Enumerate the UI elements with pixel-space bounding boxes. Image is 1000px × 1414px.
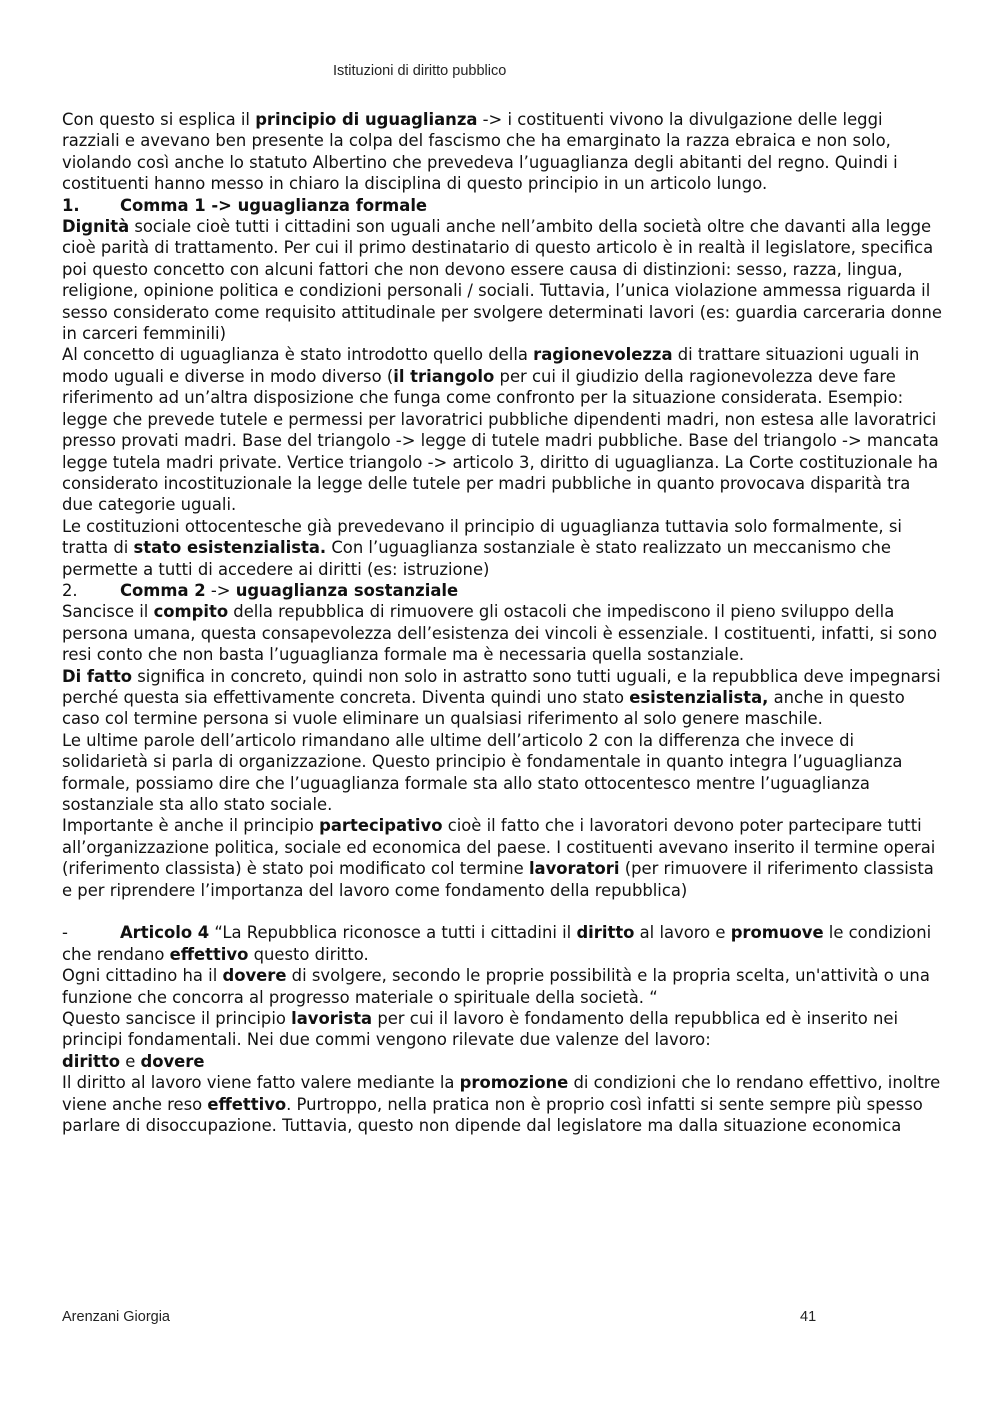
text: al lavoro e — [634, 923, 731, 943]
page-header: Istituzioni di diritto pubblico — [333, 63, 507, 79]
bold-text: promozione — [459, 1073, 569, 1093]
paragraph-dovere — [62, 965, 942, 1008]
paragraph-ragionevolezza — [62, 344, 942, 515]
text: Con questo si esplica il — [62, 110, 256, 129]
text: per cui il giudizio della ragionevolezza deve fare riferimento ad un’altra disposizione che funga come confronto per la situazione considerata. Esempio: legge che prevede tutele e permessi per lavoratrici pubbliche dipendenti madri, non estesa alle lavoratrici presso provati madri. Base del triangolo -> legge di tutele madri pubbliche. Base del triangolo -> mancata legge tutela madri private. Vertice triangolo -> articolo 3, diritto di uguaglianza. La Corte costituzionale ha considerato incostituzionale la legge delle tutele per madri pubbliche in quanto provocava disparità tra due categorie uguali. — [62, 366, 939, 515]
bold-text: effettivo — [207, 1094, 287, 1114]
text: anche in questo caso col termine persona si vuole eliminare un qualsiasi riferimento al solo genere maschile. — [62, 687, 905, 729]
text: Il diritto al lavoro viene fatto valere mediante la — [62, 1073, 460, 1093]
text: cioè il fatto che i lavoratori devono poter partecipare tutti all’organizzazione politica, sociale ed economica del paese. I costituenti avevano inserito il termine operai (riferimento classista) è stato poi modificato col termine — [62, 816, 936, 879]
bold-text: principio di uguaglianza — [255, 110, 478, 129]
bold-text: diritto — [576, 923, 635, 943]
bold-text: Articolo 4 — [120, 923, 210, 943]
text: e — [119, 1051, 141, 1071]
paragraph-uguaglianza-intro — [62, 109, 942, 195]
bold-text: Di fatto — [62, 666, 133, 686]
paragraph-promozione — [62, 1072, 942, 1136]
paragraph-di-fatto — [62, 666, 942, 730]
document-body — [62, 109, 942, 1136]
heading-comma-2 — [62, 580, 942, 601]
bold-text: il triangolo — [393, 366, 495, 386]
bold-text: partecipativo — [319, 816, 443, 836]
text: di trattare situazioni uguali in modo uguali e diverse in modo diverso ( — [62, 345, 920, 386]
bold-text: dovere — [222, 966, 287, 986]
paragraph-dignita — [62, 216, 942, 344]
heading-comma-1 — [62, 195, 942, 216]
text: Al concetto di uguaglianza è stato introdotto quello della — [62, 345, 534, 365]
paragraph-lavorista — [62, 1008, 942, 1051]
text: per cui il lavoro è fondamento della repubblica ed è inserito nei principi fondamentali. Nei due commi vengono rilevate due valenze del lavoro: — [62, 1009, 899, 1050]
text: questo diritto. — [248, 944, 369, 964]
text: . Purtroppo, nella pratica non è proprio così infatti si sente sempre più spesso parlare di disoccupazione. Tuttavia, questo non dipende dal legislatore ma dalla situazione economica — [62, 1094, 923, 1136]
heading-title: Comma 1 -> uguaglianza formale — [120, 195, 428, 215]
footer-author: Arenzani Giorgia — [62, 1309, 170, 1325]
bold-text: diritto — [62, 1051, 120, 1071]
bold-text: stato esistenzialista. — [133, 538, 327, 558]
bold-text: dovere — [140, 1051, 205, 1071]
list-number: 1. — [62, 195, 80, 215]
bold-text: promuove — [730, 923, 824, 943]
text: (per rimuovere il riferimento classista e per riprendere l’importanza del lavoro come fondamento della repubblica) — [62, 859, 934, 900]
text: sociale cioè tutti i cittadini son uguali anche nell’ambito della società oltre che davanti alla legge cioè parità di trattamento. Per cui il primo destinatario di questo articolo è in realtà il legislatore, specifica poi questo concetto con alcuni fattori che non devono essere causa di distinzioni: sesso, razza, lingua, religione, opinione politica e condizioni personali / sociali. Tuttavia, l’unica violazione ammessa riguarda il sesso considerato come requisito attitudinale per svolgere determinati lavori (es: guardia carceraria donne in carceri femminili) — [62, 217, 943, 344]
bold-text: ragionevolezza — [533, 345, 673, 365]
paragraph-diritto-dovere — [62, 1051, 942, 1072]
footer-page-number: 41 — [800, 1309, 817, 1325]
text: Sancisce il — [62, 602, 154, 622]
bullet-marker: - — [62, 923, 68, 943]
list-number: 2. — [62, 580, 78, 600]
text: -> i costituenti vivono la divulgazione delle leggi razziali e avevano ben presente la colpa del fascismo che ha emarginato la razza ebraica e non solo, violando così anche lo statuto Albertino che prevedeva l’uguaglianza degli abitanti del regno. Quindi i costituenti hanno messo in chiaro la disciplina di questo principio in un articolo lungo. — [62, 110, 898, 194]
text: Importante è anche il principio — [62, 816, 320, 836]
text: Le costituzioni ottocentesche già prevedevano il principio di uguaglianza tuttavia solo formalmente, si tratta di — [62, 516, 902, 558]
bold-text: Dignità — [62, 217, 130, 237]
paragraph-costituzioni-ottocentesche — [62, 516, 942, 580]
text: Con l’uguaglianza sostanziale è stato realizzato un meccanismo che permette a tutti di accedere ai diritti (es: istruzione) — [62, 538, 892, 579]
bold-text: lavoratori — [528, 859, 620, 879]
bold-text: esistenzialista, — [629, 687, 769, 707]
text: “La Repubblica riconosce a tutti i cittadini il — [209, 923, 577, 943]
text: Questo sancisce il principio — [62, 1009, 292, 1029]
paragraph-ultime-parole: Le ultime parole dell’articolo rimandano alle ultime dell’articolo 2 con la differenza che invece di solidarietà si parla di organizzazione. Questo principio è fondamentale in quanto integra l’uguaglianza formale, possiamo dire che l’uguaglianza formale sta allo stato ottocentesco mentre l’uguaglianza sostanziale sta allo stato sociale. — [62, 730, 903, 814]
heading-title: Comma 2 — [120, 580, 206, 600]
text: di condizioni che lo rendano effettivo, inoltre viene anche reso — [62, 1073, 941, 1114]
paragraph-compito — [62, 601, 942, 665]
bold-text: effettivo — [169, 944, 249, 964]
text: significa in concreto, quindi non solo in astratto sono tutti uguali, e la repubblica deve impegnarsi perché questa sia effettivamente concreta. Diventa quindi uno stato — [62, 666, 941, 707]
text: le condizioni che rendano — [62, 923, 932, 964]
text: della repubblica di rimuovere gli ostacoli che impediscono il pieno sviluppo della persona umana, questa consapevolezza dell’esistenza dei vincoli è essenziale. I costituenti, infatti, si sono resi conto che non basta l’uguaglianza formale ma è necessaria quella sostanziale. — [62, 602, 937, 665]
text: Ogni cittadino ha il — [62, 966, 223, 986]
paragraph-articolo-4 — [62, 922, 942, 965]
heading-title: uguaglianza sostanziale — [235, 580, 459, 600]
blank-line — [62, 901, 942, 922]
bold-text: compito — [153, 602, 229, 622]
text: -> — [205, 580, 236, 600]
paragraph-partecipativo — [62, 815, 942, 901]
bold-text: lavorista — [291, 1009, 373, 1029]
text: di svolgere, secondo le proprie possibilità e la propria scelta, un'attività o una funzione che concorra al progresso materiale o spirituale della società. “ — [62, 966, 930, 1007]
